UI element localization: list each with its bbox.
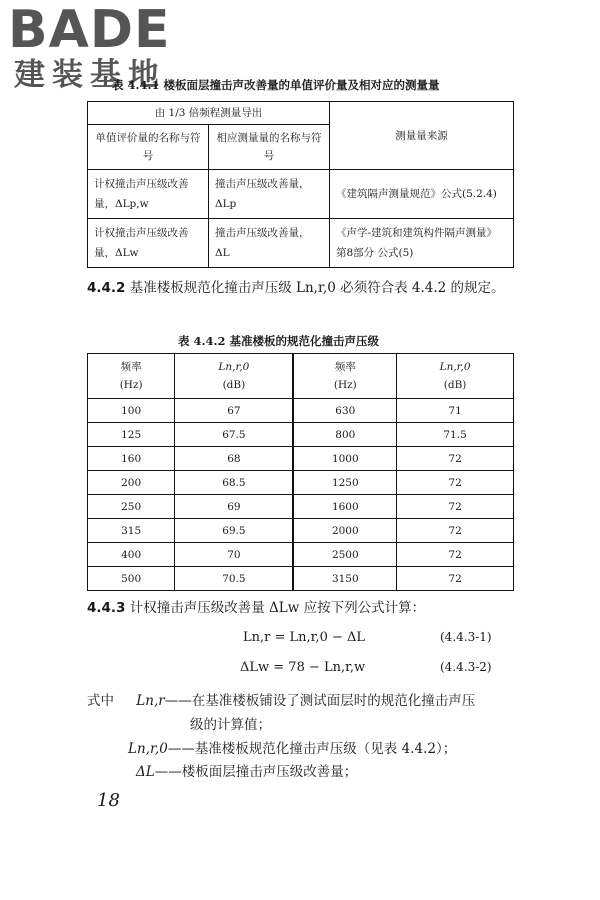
table2-cell: 400 [88,543,175,567]
table2-cell: 630 [293,399,396,423]
table2-cell: 72 [397,495,514,519]
table-row [88,519,514,543]
table1-col-header-rating: 单值评价量的名称与符号 [88,125,209,170]
table2-cell: 1000 [293,447,396,471]
table2-cell: 67 [175,399,294,423]
equation-1: Ln,r = Ln,r,0 − ΔL [243,630,366,645]
table-row [88,354,514,399]
table2-cell: 69 [175,495,294,519]
section-443-text: 计权撞击声压级改善量 ΔLw 应按下列公式计算： [129,600,426,616]
table2-header-freq-right: 频率 (Hz) [293,354,396,399]
definition-1-text: ——在基准楼板铺设了测试面层时的规范化撞击声压 [164,693,476,709]
equation-2: ΔLw = 78 − Ln,r,w [240,660,366,675]
table2-cell: 70.5 [175,567,294,591]
table2-cell: 72 [397,471,514,495]
table1-cell: 《声学-建筑和建筑构件隔声测量》第8部分 公式(5) [330,219,514,268]
definition-1-continuation: 级的计算值； [190,717,271,733]
table1-cell: 计权撞击声压级改善量，ΔLp,w [88,170,209,219]
page-number: 18 [97,790,120,811]
watermark-logo-latin: BADE [8,0,171,60]
table2-header-freq-left: 频率 (Hz) [88,354,175,399]
equation-1-number: (4.4.3-1) [440,630,492,644]
definition-3-text: ——楼板面层撞击声压级改善量； [154,764,358,780]
table1-col-header-source: 测量量来源 [330,102,514,170]
table2-cell: 800 [293,423,396,447]
table-row [88,495,514,519]
table-row [88,567,514,591]
table2-cell: 72 [397,543,514,567]
table2-cell: 72 [397,567,514,591]
table1-cell: 计权撞击声压级改善量，ΔLw [88,219,209,268]
table-row [88,219,514,268]
table2-cell: 70 [175,543,294,567]
watermark-logo-chinese: 建装基地 [14,57,166,93]
section-443-paragraph [87,597,425,619]
table2-header-level-left: Ln,r,0 (dB) [175,354,294,399]
definition-3 [136,761,357,783]
table2-caption: 表 4.4.2 基准楼板的规范化撞击声压级 [178,334,380,348]
table2-cell: 71 [397,399,514,423]
table2-cell: 1250 [293,471,396,495]
equation-2-number: (4.4.3-2) [440,660,492,674]
definition-3-symbol: ΔL [136,764,155,780]
table1-cell: 撞击声压级改善量，ΔL [209,219,330,268]
table1-cell: 《建筑隔声测量规范》公式(5.2.4) [330,170,514,219]
table2-cell: 71.5 [397,423,514,447]
table-row [88,543,514,567]
table-row [88,423,514,447]
section-442-number: 4.4.2 [87,280,126,296]
table2-cell: 69.5 [175,519,294,543]
table2-cell: 2000 [293,519,396,543]
table2-cell: 200 [88,471,175,495]
table2-cell: 68 [175,447,294,471]
table1-col-header-measure: 相应测量量的名称与符号 [209,125,330,170]
section-442-paragraph [87,277,517,299]
table2-cell: 72 [397,519,514,543]
table1 [87,101,514,268]
table2-cell: 1600 [293,495,396,519]
table2-cell: 250 [88,495,175,519]
table-row [88,170,514,219]
table2-cell: 68.5 [175,471,294,495]
table2-cell: 2500 [293,543,396,567]
table2-cell: 3150 [293,567,396,591]
table2-cell: 67.5 [175,423,294,447]
definitions-lead: 式中 [87,693,114,709]
table2 [87,353,514,591]
table1-group-header: 由 1/3 倍频程测量导出 [88,102,330,125]
table-row [88,471,514,495]
table-row [88,102,514,125]
definition-2-symbol: Ln,r,0 [128,741,168,757]
table2-cell: 315 [88,519,175,543]
table2-cell: 100 [88,399,175,423]
definition-1 [87,690,475,712]
table2-cell: 160 [88,447,175,471]
table2-cell: 72 [397,447,514,471]
table2-cell: 125 [88,423,175,447]
table-row [88,399,514,423]
table1-caption: 表 4.4.1 楼板面层撞击声改善量的单值评价量及相对应的测量量 [112,78,440,92]
table2-cell: 500 [88,567,175,591]
definition-2 [128,738,456,760]
definition-1-symbol: Ln,r [136,693,165,709]
table-row [88,447,514,471]
section-443-number: 4.4.3 [87,600,126,616]
definition-2-text: ——基准楼板规范化撞击声压级（见表 4.4.2）； [167,741,457,757]
section-442-text: 基准楼板规范化撞击声压级 Ln,r,0 必须符合表 4.4.2 的规定。 [129,280,505,296]
table1-cell: 撞击声压级改善量，ΔLp [209,170,330,219]
table2-header-level-right: Ln,r,0 (dB) [397,354,514,399]
